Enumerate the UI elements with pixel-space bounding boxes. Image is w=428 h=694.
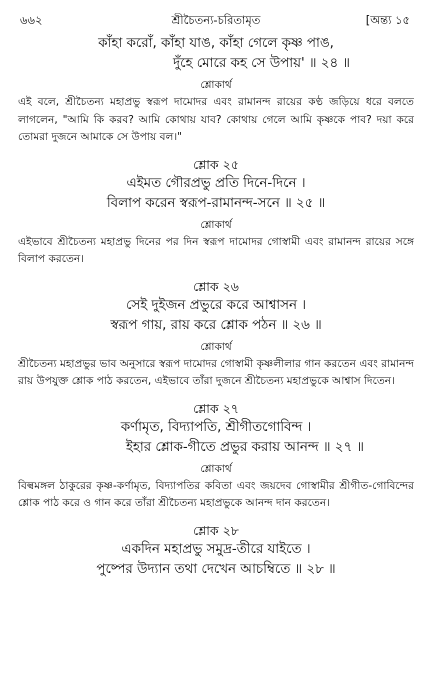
translation-paragraph: শ্রীচৈতন্য মহাপ্রভুর ভাব অনুসারে স্বরূপ দামোদর গোস্বামী কৃষ্ণলীলার গান করতেন এবং রামানন্দ রায় উপযুক্ত শ্লোক পাঠ করতেন, এইভাবে তাঁরা দুজনে শ্রীচৈতন্য মহাপ্রভুকে আশ্বাস দিতেন। [18, 357, 414, 387]
chapter-reference: [অন্ত্য ১৫ [365, 13, 410, 27]
page-number: ৬৬২ [20, 13, 43, 27]
translation-paragraph: বিল্বমঙ্গল ঠাকুরের কৃষ্ণ-কর্ণামৃত, বিদ্যাপতির কবিতা এবং জয়দেব গোস্বামীর শ্রীগীত-গোবিন্দের শ্লোক পাঠ করে ও গান করে তাঁরা শ্রীচৈতন্য মহাপ্রভুকে আনন্দ দান করতেন। [18, 479, 414, 509]
translation-paragraph: এইভাবে শ্রীচৈতন্য মহাপ্রভু দিনের পর দিন স্বরূপ দামোদর গোস্বামী এবং রামানন্দ রায়ের সঙ্গে বিলাপ করতেন। [18, 235, 414, 265]
verse-26-line-2: স্বরূপ গায়, রায় করে শ্লোক পঠন ॥ ২৬ ॥ [110, 317, 322, 333]
verse-27-line-1: কর্ণামৃত, বিদ্যাপতি, শ্রীগীতগোবিন্দ । [120, 419, 312, 435]
sloka-heading: শ্লোক ২৬ [193, 278, 239, 294]
translation-heading: শ্লোকার্থ [200, 462, 232, 475]
sloka-heading: শ্লোক ২৭ [193, 400, 239, 416]
sloka-heading: শ্লোক ২৫ [193, 156, 239, 172]
verse-27-line-2: ইহার শ্লোক-গীতে প্রভুর করায় আনন্দ ॥ ২৭ ॥ [125, 439, 364, 455]
verse-24-line-2: দুঁহে মোরে কহ সে উপায়' ॥ ২৪ ॥ [173, 56, 350, 71]
verse-25-line-2: বিলাপ করেন স্বরূপ-রামানন্দ-সনে ॥ ২৫ ॥ [106, 195, 326, 211]
verse-24-line-1: কাঁহা করোঁ, কাঁহা যাঙ, কাঁহা গেলে কৃষ্ণ পাঙ, [98, 36, 334, 51]
translation-paragraph: এই বলে, শ্রীচৈতন্য মহাপ্রভু স্বরূপ দামোদর এবং রামানন্দ রায়ের কণ্ঠ জড়িয়ে ধরে বলতে লাগলেন, "আমি কি করব? আমি কোথায় যাব? কোথায় গেলে আমি কৃষ্ণকে পাব? দয়া করে তোমরা দুজনে আমাকে সে উপায় বল।" [18, 96, 414, 143]
verse-28-line-2: পুষ্পের উদ্যান তথা দেখেন আচম্বিতে ॥ ২৮ ॥ [96, 561, 336, 577]
page-body [18, 28, 414, 580]
verse-25-line-1: এইমত গৌরপ্রভু প্রতি দিনে-দিনে । [126, 175, 306, 191]
translation-heading: শ্লোকার্থ [200, 218, 232, 231]
translation-heading: শ্লোকার্থ [200, 79, 232, 91]
verse-26-line-1: সেই দুইজন প্রভুরে করে আশ্বাসন । [125, 297, 307, 313]
verse-28-line-1: একদিন মহাপ্রভু সমুদ্র-তীরে যাইতে । [121, 541, 311, 557]
translation-heading: শ্লোকার্থ [200, 340, 232, 353]
page-header [18, 0, 414, 28]
book-title: শ্রীচৈতন্য-চরিতামৃত [171, 13, 261, 27]
sloka-heading: শ্লোক ২৮ [193, 522, 239, 538]
